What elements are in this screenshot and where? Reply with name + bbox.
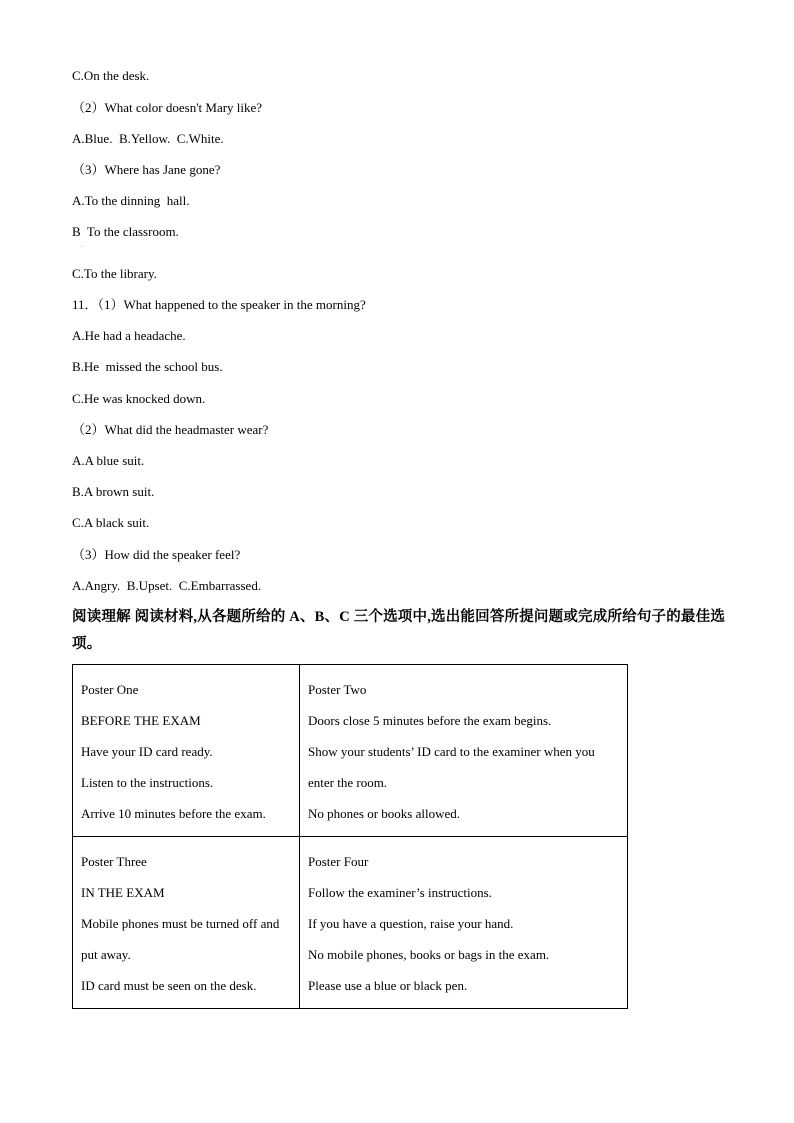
poster-three-line: Mobile phones must be turned off and [81, 916, 280, 931]
q11-part3-question: （3）How did the speaker feel? [72, 547, 241, 562]
q11-part2-option-c: C.A black suit. [72, 515, 150, 530]
poster-one-cell [73, 665, 300, 837]
poster-four-title: Poster Four [308, 854, 369, 869]
poster-one-line: BEFORE THE EXAM [81, 713, 201, 728]
poster-three-line: ID card must be seen on the desk. [81, 978, 257, 993]
q11-part2-option-b: B.A brown suit. [72, 484, 155, 499]
option-b-punctuation-mark: · [81, 244, 83, 250]
q11-part3-options: A.Angry. B.Upset. C.Embarrassed. [72, 578, 262, 593]
poster-four-line: No mobile phones, books or bags in the exam. [308, 947, 550, 962]
q11-part1-question: 11．（1）What happened to the speaker in the morning? [72, 297, 366, 312]
q11-part1-option-c: C.He was knocked down. [72, 391, 206, 406]
q10-part3-question: （3）Where has Jane gone? [72, 162, 221, 177]
reading-section-heading: 阅读理解 阅读材料,从各题所给的 A、B、C 三个选项中,选出能回答所提问题或完成所给句子的最佳选项。 [72, 609, 726, 652]
poster-two-line: Show your students’ ID card to the examiner when you [308, 744, 595, 759]
q10-part3-option-c: C.To the library. [72, 266, 157, 281]
poster-two-cell [300, 665, 628, 837]
poster-four-cell [300, 837, 628, 1009]
q11-part2-option-a: A.A blue suit. [72, 453, 145, 468]
q10-part1-option-c: C.On the desk. [72, 68, 150, 83]
poster-one-line: Arrive 10 minutes before the exam. [81, 806, 266, 821]
q10-part2-options: A.Blue. B.Yellow. C.White. [72, 131, 224, 146]
poster-one-line: Listen to the instructions. [81, 775, 214, 790]
poster-three-line: IN THE EXAM [81, 885, 165, 900]
poster-one-line: Have your ID card ready. [81, 744, 213, 759]
posters-table [72, 664, 628, 1009]
poster-three-title: Poster Three [81, 854, 147, 869]
poster-two-line: Doors close 5 minutes before the exam begins. [308, 713, 552, 728]
q10-part3-option-a: A.To the dinning hall. [72, 193, 190, 208]
q10-part3-option-b: B To the classroom. [72, 224, 179, 239]
poster-two-line: enter the room. [308, 775, 388, 790]
poster-four-line: Please use a blue or black pen. [308, 978, 468, 993]
q10-part2-question: （2）What color doesn't Mary like? [72, 100, 263, 115]
poster-three-line: put away. [81, 947, 131, 962]
poster-two-title: Poster Two [308, 682, 367, 697]
poster-four-line: If you have a question, raise your hand. [308, 916, 514, 931]
poster-two-line: No phones or books allowed. [308, 806, 461, 821]
q11-part1-option-b: B.He missed the school bus. [72, 359, 223, 374]
poster-one-title: Poster One [81, 682, 139, 697]
q11-part2-question: （2）What did the headmaster wear? [72, 422, 269, 437]
poster-three-cell [73, 837, 300, 1009]
poster-four-line: Follow the examiner’s instructions. [308, 885, 492, 900]
q11-part1-option-a: A.He had a headache. [72, 328, 186, 343]
table-row [73, 665, 628, 837]
table-row [73, 837, 628, 1009]
